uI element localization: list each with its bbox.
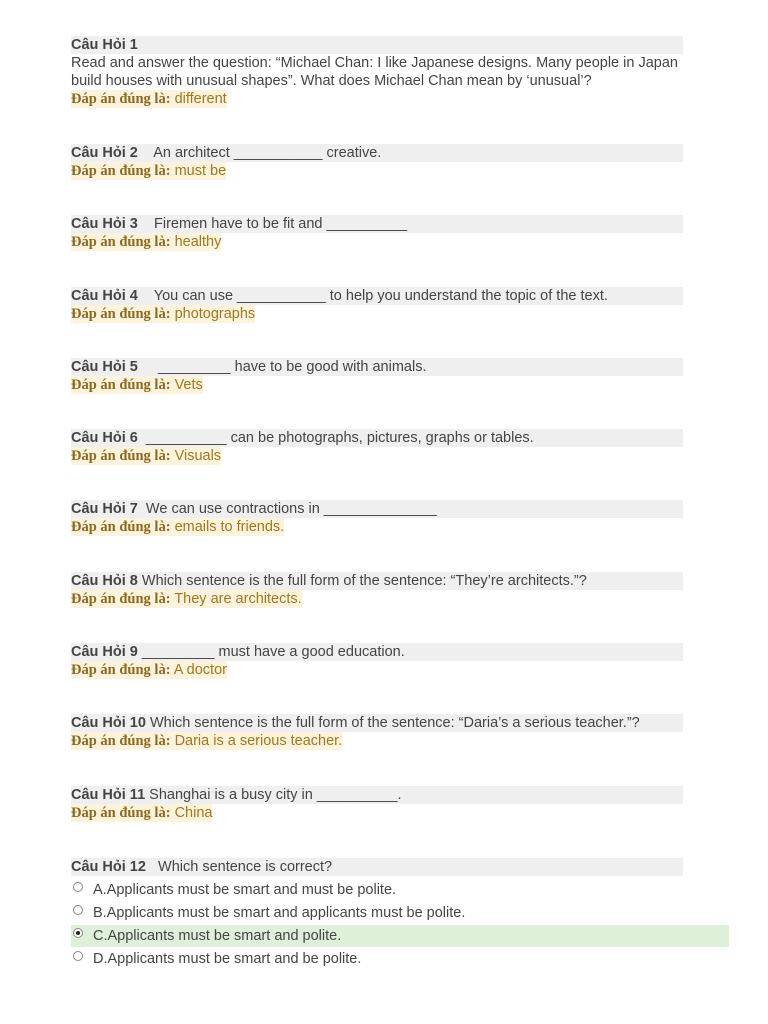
question-number: Câu Hỏi 1 <box>71 37 138 53</box>
answer-value: A doctor <box>173 662 227 678</box>
question-text: Shanghai is a busy city in __________. <box>145 787 402 803</box>
answer <box>71 804 683 822</box>
question-2 <box>71 144 683 180</box>
answer-label: Đáp án đúng là: <box>71 91 171 107</box>
option-a[interactable] <box>71 879 729 901</box>
question-number: Câu Hỏi 11 <box>71 787 146 803</box>
answer-label: Đáp án đúng là: <box>71 377 171 393</box>
question-text: __________ can be photographs, pictures, graphs or tables. <box>137 430 534 446</box>
question-number: Câu Hỏi 6 <box>71 430 138 446</box>
question-9 <box>71 643 683 679</box>
radio-button-selected[interactable] <box>73 928 83 938</box>
answer-value: Visuals <box>174 448 222 464</box>
radio-button[interactable] <box>73 905 83 915</box>
radio-button[interactable] <box>73 951 83 961</box>
option-label: A.Applicants must be smart and must be polite. <box>93 882 397 898</box>
answer-label: Đáp án đúng là: <box>71 163 171 179</box>
answer-value: healthy <box>174 234 222 250</box>
question-number: Câu Hỏi 9 <box>71 644 138 660</box>
question-7 <box>71 500 683 536</box>
question-11 <box>71 786 683 822</box>
question-text: An architect ___________ creative. <box>137 145 382 161</box>
answer-value: must be <box>174 163 227 179</box>
answer <box>71 661 683 679</box>
question-number: Câu Hỏi 8 <box>71 573 138 589</box>
question-number: Câu Hỏi 12 <box>71 859 146 875</box>
question-number: Câu Hỏi 2 <box>71 145 138 161</box>
question-text: We can use contractions in ______________ <box>137 501 437 517</box>
answer-label: Đáp án đúng là: <box>71 306 171 322</box>
question-5 <box>71 358 683 394</box>
question-number: Câu Hỏi 10 <box>71 715 146 731</box>
question-text: You can use ___________ to help you understand the topic of the text. <box>137 288 608 304</box>
answer-label: Đáp án đúng là: <box>71 662 171 678</box>
question-number: Câu Hỏi 5 <box>71 359 138 375</box>
question-1-title <box>71 36 683 54</box>
question-1 <box>71 36 711 108</box>
answer-label: Đáp án đúng là: <box>71 733 171 749</box>
option-label: B.Applicants must be smart and applicants must be polite. <box>93 905 466 921</box>
question-text: _________ have to be good with animals. <box>137 359 427 375</box>
answer-label: Đáp án đúng là: <box>71 234 171 250</box>
question-1-text: Read and answer the question: “Michael Chan: I like Japanese designs. Many people in Japan build houses with unusual shapes”. What does Michael Chan mean by ‘unusual’? <box>71 55 678 89</box>
answer-label: Đáp án đúng là: <box>71 591 171 607</box>
answer-value: Daria is a serious teacher. <box>174 733 343 749</box>
question-text: Which sentence is the full form of the sentence: “Daria’s a serious teacher.”? <box>145 715 640 731</box>
answer-value: different <box>174 91 227 107</box>
option-d[interactable] <box>71 948 729 970</box>
question-12 <box>71 858 683 876</box>
option-label: C.Applicants must be smart and polite. <box>93 928 342 944</box>
answer <box>71 447 683 465</box>
question-10 <box>71 714 683 750</box>
option-c[interactable] <box>71 925 729 947</box>
answer <box>71 162 683 180</box>
radio-button[interactable] <box>73 882 83 892</box>
question-4 <box>71 287 683 323</box>
answer-label: Đáp án đúng là: <box>71 519 171 535</box>
question-text: Firemen have to be fit and __________ <box>137 216 408 232</box>
answer <box>71 305 683 323</box>
question-text: Which sentence is the full form of the sentence: “They’re architects.”? <box>137 573 587 589</box>
answer-value: emails to friends. <box>174 519 285 535</box>
answer-label: Đáp án đúng là: <box>71 805 171 821</box>
answer <box>71 90 711 108</box>
question-text: Which sentence is correct? <box>145 859 333 875</box>
question-text: _________ must have a good education. <box>137 644 405 660</box>
question-8 <box>71 572 683 608</box>
answer-value: Vets <box>174 377 203 393</box>
answer-value: photographs <box>174 306 256 322</box>
question-3 <box>71 215 683 251</box>
answer <box>71 732 683 750</box>
option-b[interactable] <box>71 902 729 924</box>
answer <box>71 518 683 536</box>
question-number: Câu Hỏi 7 <box>71 501 138 517</box>
question-6 <box>71 429 683 465</box>
question-number: Câu Hỏi 4 <box>71 288 138 304</box>
answer <box>71 376 683 394</box>
option-label: D.Applicants must be smart and be polite. <box>93 951 362 967</box>
answer <box>71 590 683 608</box>
answer-label: Đáp án đúng là: <box>71 448 171 464</box>
answer-value: China <box>174 805 213 821</box>
question-number: Câu Hỏi 3 <box>71 216 138 232</box>
answer-value: They are architects. <box>174 591 302 607</box>
answer <box>71 233 683 251</box>
